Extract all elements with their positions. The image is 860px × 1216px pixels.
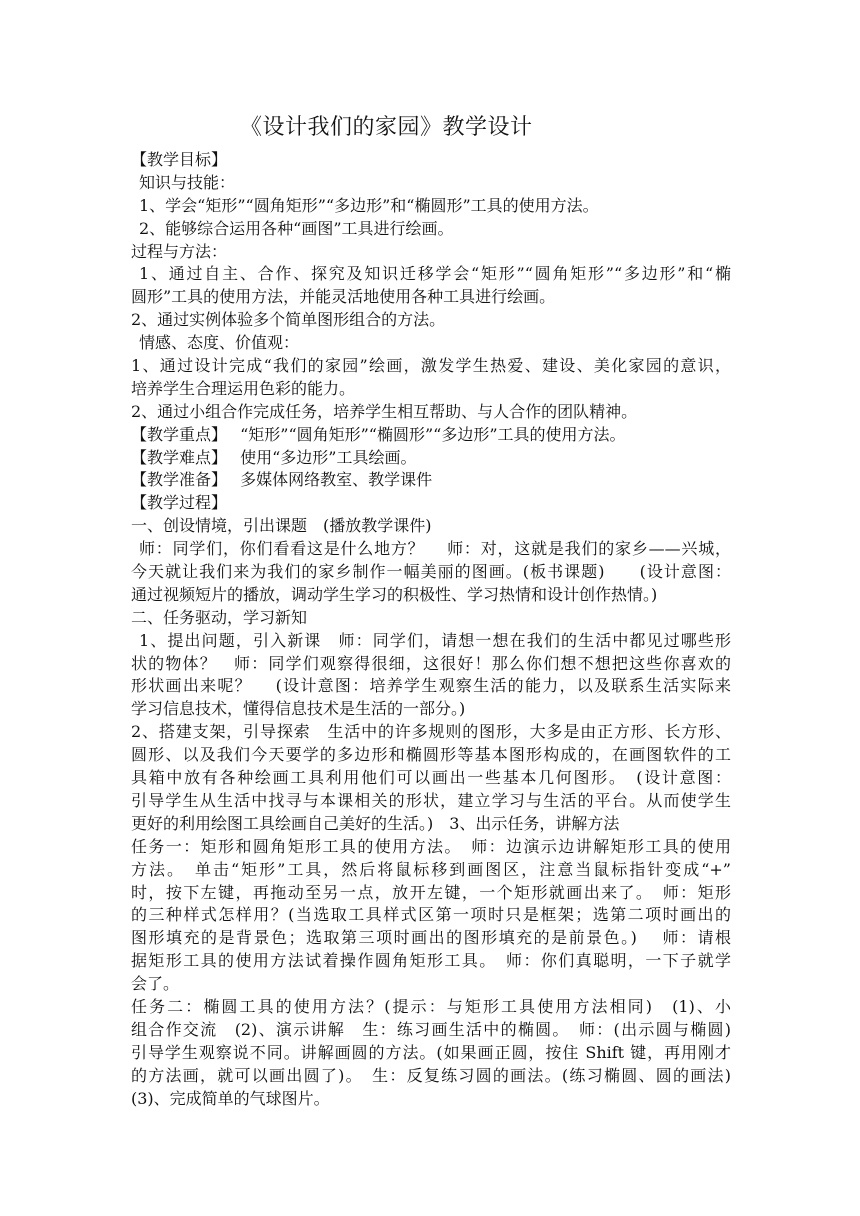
document-line: 圆形”工具的使用方法，并能灵活地使用各种工具进行绘画。: [131, 287, 556, 307]
document-line: 据矩形工具的使用方法试着操作圆角矩形工具。 师：你们真聪明，一下子就学: [131, 951, 731, 971]
document-line: 1、提出问题，引入新课 师：同学们，请想一想在我们的生活中都见过哪些形: [139, 630, 731, 650]
document-line: 培养学生合理运用色彩的能力。: [131, 378, 356, 398]
document-line: 学习信息技术，懂得信息技术是生活的一部分。): [131, 699, 466, 719]
document-line: 的三种样式怎样用？(当选取工具样式区第一项时只是框架；选第二项时画出的: [131, 905, 731, 925]
document-line: 状的物体？ 师：同学们观察得很细，这很好！那么你们想不想把这些你喜欢的: [131, 653, 731, 673]
document-line: 2、通过实例体验多个简单图形组合的方法。: [131, 310, 446, 330]
document-line: 图形填充的是背景色；选取第三项时画出的图形填充的是前景色。) 师：请根: [131, 928, 731, 948]
document-line: 知识与技能：: [139, 172, 236, 192]
document-line: 任务一：矩形和圆角矩形工具的使用方法。 师：边演示边讲解矩形工具的使用: [131, 836, 731, 856]
document-line: 2、搭建支架，引导探索 生活中的许多规则的图形，大多是由正方形、长方形、: [131, 722, 731, 742]
document-title: 《设计我们的家园》教学设计: [240, 115, 533, 140]
document-line: 圆形、以及我们今天要学的多边形和椭圆形等基本图形构成的，在画图软件的工: [131, 745, 731, 765]
document-line: (3)、完成简单的气球图片。: [131, 1088, 330, 1108]
document-line: 引导学生从生活中找寻与本课相关的形状，建立学习与生活的平台。从而使学生: [131, 790, 731, 810]
document-line: 2、通过小组合作完成任务，培养学生相互帮助、与人合作的团队精神。: [131, 401, 638, 421]
document-line: 师：同学们，你们看看这是什么地方？ 师：对，这就是我们的家乡——兴城，: [139, 539, 731, 559]
document-line: 1、学会“矩形”“圆角矩形”“多边形”和“椭圆形”工具的使用方法。: [139, 195, 599, 215]
document-line: 【教学目标】: [131, 150, 228, 169]
document-line: 方法。 单击“矩形”工具，然后将鼠标移到画图区，注意当鼠标指针变成“+”: [131, 859, 731, 879]
document-line: 【教学准备】 多媒体网络教室、教学课件: [131, 470, 433, 490]
document-line: 时，按下左键，再拖动至另一点，放开左键，一个矩形就画出来了。 师：矩形: [131, 882, 731, 902]
document-line: 形状画出来呢？ (设计意图：培养学生观察生活的能力，以及联系生活实际来: [131, 676, 731, 696]
document-line: 2、能够综合运用各种“画图”工具进行绘画。: [139, 218, 454, 238]
document-line: 一、创设情境，引出课题 (播放教学课件): [131, 516, 432, 536]
document-line: 通过视频短片的播放，调动学生学习的积极性、学习热情和设计创作热情。): [131, 584, 658, 604]
document-line: 二、任务驱动，学习新知: [131, 607, 308, 627]
document-line: 的方法画，就可以画出圆了)。 生：反复练习圆的画法。(练习椭圆、圆的画法): [131, 1065, 731, 1085]
document-line: 组合作交流 (2)、演示讲解 生：练习画生活中的椭圆。 师：(出示圆与椭圆): [131, 1019, 731, 1039]
document-line: 1、通过自主、合作、探究及知识迁移学会“矩形”“圆角矩形”“多边形”和“椭: [139, 264, 731, 284]
document-line: 任务二：椭圆工具的使用方法？(提示：与矩形工具使用方法相同) (1)、小: [131, 996, 731, 1016]
document-line: 【教学难点】 使用“多边形”工具绘画。: [131, 447, 417, 467]
document-line: 具箱中放有各种绘画工具利用他们可以画出一些基本几何图形。 (设计意图：: [131, 768, 731, 788]
document-line: 今天就让我们来为我们的家乡制作一幅美丽的图画。(板书课题) (设计意图：: [131, 562, 731, 582]
document-line: 引导学生观察说不同。讲解画圆的方法。(如果画正圆，按住 Shift 键，再用刚才: [131, 1042, 731, 1062]
document-line: 过程与方法：: [131, 241, 228, 261]
document-line: 情感、态度、价值观：: [139, 333, 300, 353]
document-body: [131, 149, 731, 1110]
document-line: 会了。: [131, 974, 180, 994]
document-line: 更好的利用绘图工具绘画自己美好的生活。) 3、出示任务，讲解方法: [131, 813, 620, 833]
document-line: 【教学重点】 “矩形”“圆角矩形”“椭圆形”“多边形”工具的使用方法。: [131, 424, 626, 444]
document-line: 【教学过程】: [131, 493, 228, 513]
document-line: 1、通过设计完成“我们的家园”绘画，激发学生热爱、建设、美化家园的意识，: [131, 356, 731, 376]
